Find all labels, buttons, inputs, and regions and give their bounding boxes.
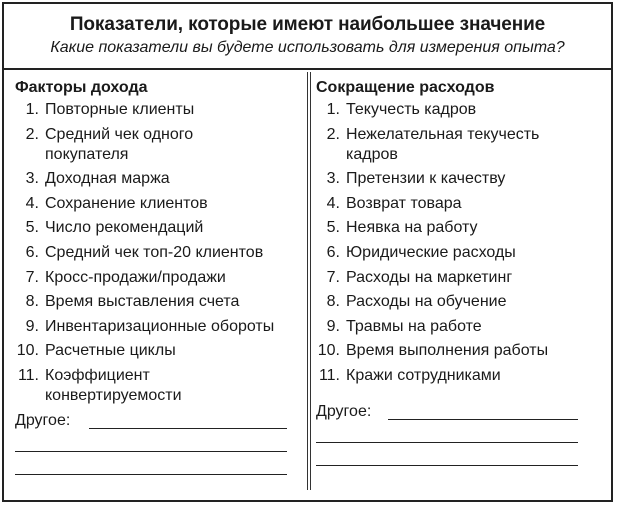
item-number: 7. xyxy=(326,268,340,286)
list-item xyxy=(15,341,300,361)
item-text: Кражи сотрудниками xyxy=(346,366,501,384)
item-text: Расчетные циклы xyxy=(45,342,176,360)
list-item xyxy=(15,366,300,406)
item-number: 11. xyxy=(318,366,340,384)
item-text: Расходы на маркетинг xyxy=(346,268,513,286)
cost-reduction-heading: Сокращение расходов xyxy=(316,79,495,96)
item-text: Время выставления счета xyxy=(45,293,240,311)
list-item xyxy=(15,125,300,165)
item-text: Средний чек одного покупателя xyxy=(45,125,194,163)
list-item xyxy=(316,100,601,120)
list-item xyxy=(15,169,300,189)
list-item xyxy=(15,243,300,263)
list-item xyxy=(316,243,601,263)
column-divider xyxy=(307,72,308,490)
item-number: 1. xyxy=(326,101,340,118)
blank-input-line[interactable] xyxy=(15,451,287,452)
item-text: Сохранение клиентов xyxy=(45,194,208,212)
blank-input-line[interactable] xyxy=(15,474,287,475)
item-number: 8. xyxy=(326,293,340,311)
cost-reduction-list xyxy=(316,100,601,386)
item-number: 6. xyxy=(326,243,340,261)
item-text: Доходная маржа xyxy=(45,170,170,188)
list-item xyxy=(15,317,300,337)
list-item xyxy=(15,100,300,120)
item-number: 3. xyxy=(326,170,340,188)
item-text: Неявка на работу xyxy=(346,219,478,237)
income-factors-heading: Факторы дохода xyxy=(15,79,148,96)
list-item xyxy=(15,194,300,214)
other-input-line[interactable] xyxy=(89,428,287,429)
item-text: Число рекомендаций xyxy=(45,219,204,237)
item-text: Время выполнения работы xyxy=(346,342,549,360)
item-number: 11. xyxy=(17,366,39,384)
item-number: 7. xyxy=(25,268,39,286)
item-text: Кросс-продажи/продажи xyxy=(45,268,226,286)
item-number: 10. xyxy=(317,342,340,360)
income-factors-list xyxy=(15,100,300,406)
item-text: Повторные клиенты xyxy=(45,101,195,118)
list-item xyxy=(316,125,601,165)
item-text: Нежелательная текучесть кадров xyxy=(346,125,540,163)
item-number: 4. xyxy=(25,194,39,212)
list-item xyxy=(316,366,601,386)
item-text: Травмы на работе xyxy=(346,317,482,335)
other-input-line[interactable] xyxy=(388,419,578,420)
blank-input-line[interactable] xyxy=(316,465,578,466)
worksheet-header xyxy=(4,4,611,70)
item-text: Коэффициент конвертируемости xyxy=(45,366,182,404)
other-label: Другое: xyxy=(316,402,372,420)
list-item xyxy=(316,341,601,361)
item-text: Инвентаризационные обороты xyxy=(45,317,275,335)
list-item xyxy=(316,268,601,288)
list-item xyxy=(316,194,601,214)
list-item xyxy=(316,317,601,337)
other-label: Другое: xyxy=(15,411,71,429)
cost-reduction-column xyxy=(316,76,601,466)
list-item xyxy=(316,218,601,238)
item-text: Расходы на обучение xyxy=(346,293,507,311)
item-text: Юридические расходы xyxy=(346,243,516,261)
item-number: 2. xyxy=(326,125,340,143)
list-item xyxy=(15,268,300,288)
other-row xyxy=(15,411,300,433)
list-item xyxy=(15,292,300,312)
list-item xyxy=(15,218,300,238)
item-number: 6. xyxy=(25,243,39,261)
other-row xyxy=(316,402,601,424)
income-factors-column xyxy=(15,76,300,475)
item-number: 9. xyxy=(326,317,340,335)
list-item xyxy=(316,292,601,312)
item-text: Возврат товара xyxy=(346,194,462,212)
page-subtitle: Какие показатели вы будете использовать для измерения опыта? xyxy=(50,39,565,56)
item-number: 5. xyxy=(25,219,39,237)
item-text: Текучесть кадров xyxy=(346,101,477,118)
blank-input-line[interactable] xyxy=(316,442,578,443)
item-number: 10. xyxy=(16,342,39,360)
item-number: 5. xyxy=(326,219,340,237)
item-number: 3. xyxy=(25,170,39,188)
item-number: 8. xyxy=(25,293,39,311)
item-number: 2. xyxy=(25,125,39,143)
item-number: 1. xyxy=(25,101,39,118)
item-number: 9. xyxy=(25,317,39,335)
list-item xyxy=(316,169,601,189)
item-text: Средний чек топ-20 клиентов xyxy=(45,243,264,261)
page-title: Показатели, которые имеют наибольшее значение xyxy=(69,14,546,35)
item-number: 4. xyxy=(326,194,340,212)
item-text: Претензии к качеству xyxy=(346,170,506,188)
